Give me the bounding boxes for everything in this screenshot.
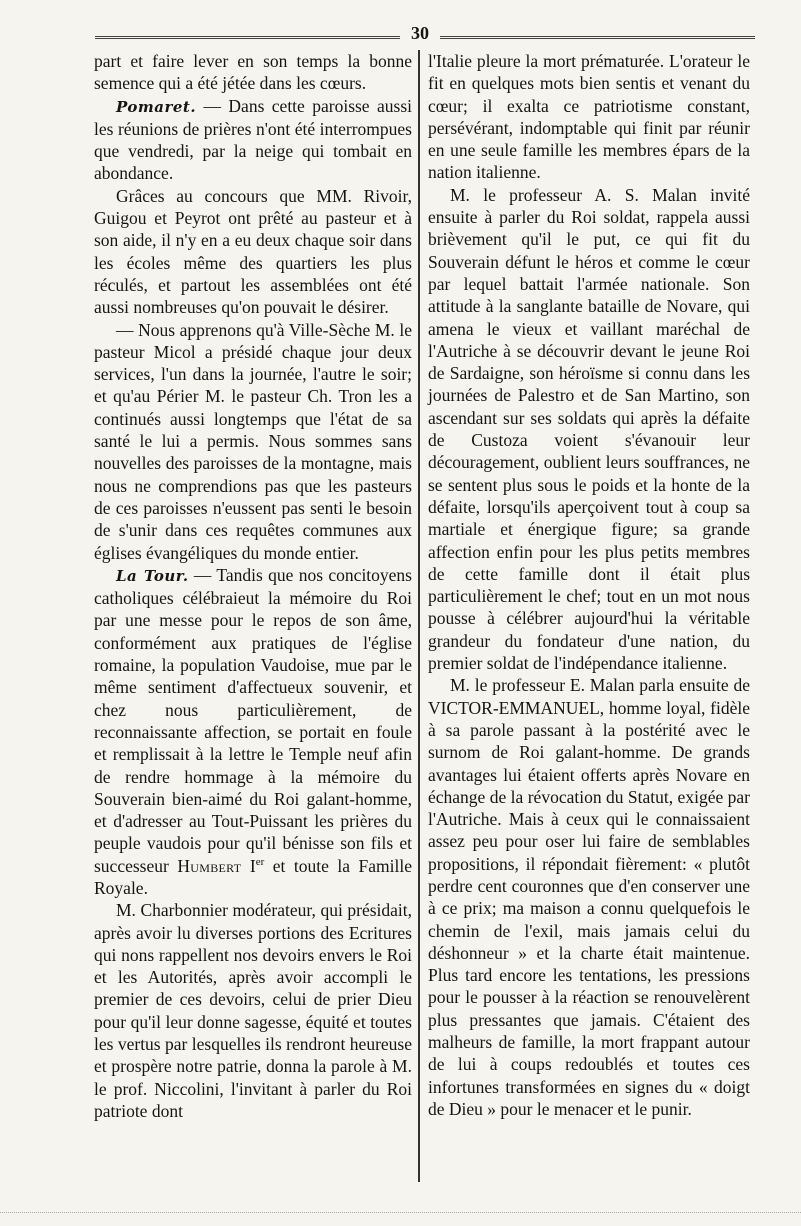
left-column [94, 50, 412, 1122]
paragraph-continued: part et faire lever en son temps la bonne semence qui a été jétée dans les cœurs. [94, 51, 412, 94]
paragraph-continued: l'Italie pleure la mort prématurée. L'orateur le fit en quelques mots bien sentis et venant du cœur; il exalta ce patriotisme constant, persévérant, indomptable qui finit par réunir en une seule famille les membres épars de la nation italienne. [428, 51, 750, 183]
section-heading-pomaret: Pomaret. [116, 97, 197, 116]
ordinal-superscript: er [255, 855, 265, 868]
paragraph-graces: Grâces au concours que MM. Rivoir, Guigou et Peyrot ont prêté au pasteur et à son aide, il n'y en a eu deux chaque soir dans les écoles même des quartiers les plus réculés, et partout les assemblées ont été aussi nombreuses qu'on pouvait le désirer. [94, 185, 412, 318]
paragraph-charbonnier: M. Charbonnier modérateur, qui présidait, après avoir lu diverses portions des Ecritures qui nons rappellent nos devoirs envers le Roi et les Autorités, après avoir accompli le premier de ces devoirs, celui de prier Dieu pour qu'il leur donne sagesse, équité et toutes les vertus par lesquelles ils rendront heureuse et prospère notre patrie, donna la parole à M. le prof. Niccolini, l'invitant à parler du Roi patriote dont [94, 900, 412, 1121]
page-number: 30 [411, 23, 429, 43]
paragraph-text: — Tandis que nos concitoyens catholiques célébraieut la mémoire du Roi par une messe pour le repos de son âme, conformément aux pratiques de l'église romaine, la population Vaudoise, mue par le même sentiment d'affectueux souvenir, et chez nous particulièrement, de reconnaissante affection, se portait en foule et remplissait à la lettre le Temple neuf afin de rendre hommage à la mémoire du Souverain bien-aimé du Roi galant-homme, et d'adresser au Tout-Puissant les prières du peuple vaudois pour qu'il bénisse son fils et successeur [94, 564, 412, 876]
right-column [428, 50, 750, 1120]
bottom-rule [0, 1212, 801, 1213]
section-heading-la-tour: La Tour. [116, 566, 189, 585]
paragraph-text: — Dans cette paroisse aussi les réunions de prières n'ont été interrompues que vendredi, par la neige qui tombait en abondance. [94, 95, 412, 184]
ordinal: I [249, 855, 256, 876]
header-rule-right [440, 36, 755, 39]
paragraph-as-malan: M. le professeur A. S. Malan invité ensuite à parler du Roi soldat, rappela aussi brièvement qu'il le put, ce qui fit du Souverain défunt le héros et comme le cœur par lequel battait l'armée nationale. Son attitude à la sanglante bataille de Novare, qui amena le vieux et vaillant maréchal de l'Autriche à se découvrir devant le jeune Roi de Sardaigne, son héroïsme si connu dans les journées de Palestro et de San Martino, son ascendant sur ses soldats qui après la défaite de Custoza voient s'évanouir leur découragement, oublient leurs souffrances, ne se sentent plus sous le poids et la honte de la défaite, lorsqu'ils aperçoivent tout à coup sa martiale et énergique figure; sa grande affection enfin pour les plus petits membres de cette famille dont il était plus particulièrement le chef; tout en un mot nous pousse à célébrer aujourd'hui la véritable grandeur du fondateur d'une nation, du premier soldat de l'indépendance italienne. [428, 184, 750, 674]
paragraph-text: et toute la Famille Royale. [94, 855, 413, 898]
paragraph-la-tour [94, 564, 412, 899]
paragraph-pomaret [94, 95, 412, 185]
page-header [0, 22, 801, 42]
name-humbert: Humbert [177, 855, 242, 876]
paragraph-ville-seche: — Nous apprenons qu'à Ville-Sèche M. le pasteur Micol a présidé chaque jour deux services, l'un dans la journée, l'autre le soir; et qu'au Périer M. le pasteur Ch. Tron les a continués aussi longtemps que l'état de sa santé le lui a permis. Nous sommes sans nouvelles des paroisses de la montagne, mais nous ne comprendions pas que les pasteurs de ces paroisses n'eussent pas senti le besoin de s'unir dans ces requêtes communes aux églises évangéliques du monde entier. [94, 319, 412, 563]
header-rule-left [95, 36, 400, 39]
paragraph-e-malan: M. le professeur E. Malan parla ensuite de VICTOR-EMMANUEL, homme loyal, fidèle à sa parole passant à la postérité avec le surnom de Roi galant-homme. De grands avantages lui étaient offerts après Novare en échange de la révocation du Statut, exigée par l'Autriche. Mais à ceux qui le connaissaient assez peu pour oser lui faire de semblables propositions, il répondait fièrement: « plutôt perdre cent couronnes que d'en conserver une à ce prix; ma maison a connu quelquefois le chemin de l'exil, mais jamais celui du déshonneur » et la charte était maintenue. Plus tard encore les tentations, les pressions pour le pousser à la réaction se renouvelèrent plus pressantes que jamais. C'étaient des malheurs de famille, la mort frappant autour de lui à coups redoublés et toutes ces infortunes transformées en signes du « doigt de Dieu » pour le menacer et le punir. [428, 675, 750, 1119]
column-divider [418, 50, 420, 1182]
